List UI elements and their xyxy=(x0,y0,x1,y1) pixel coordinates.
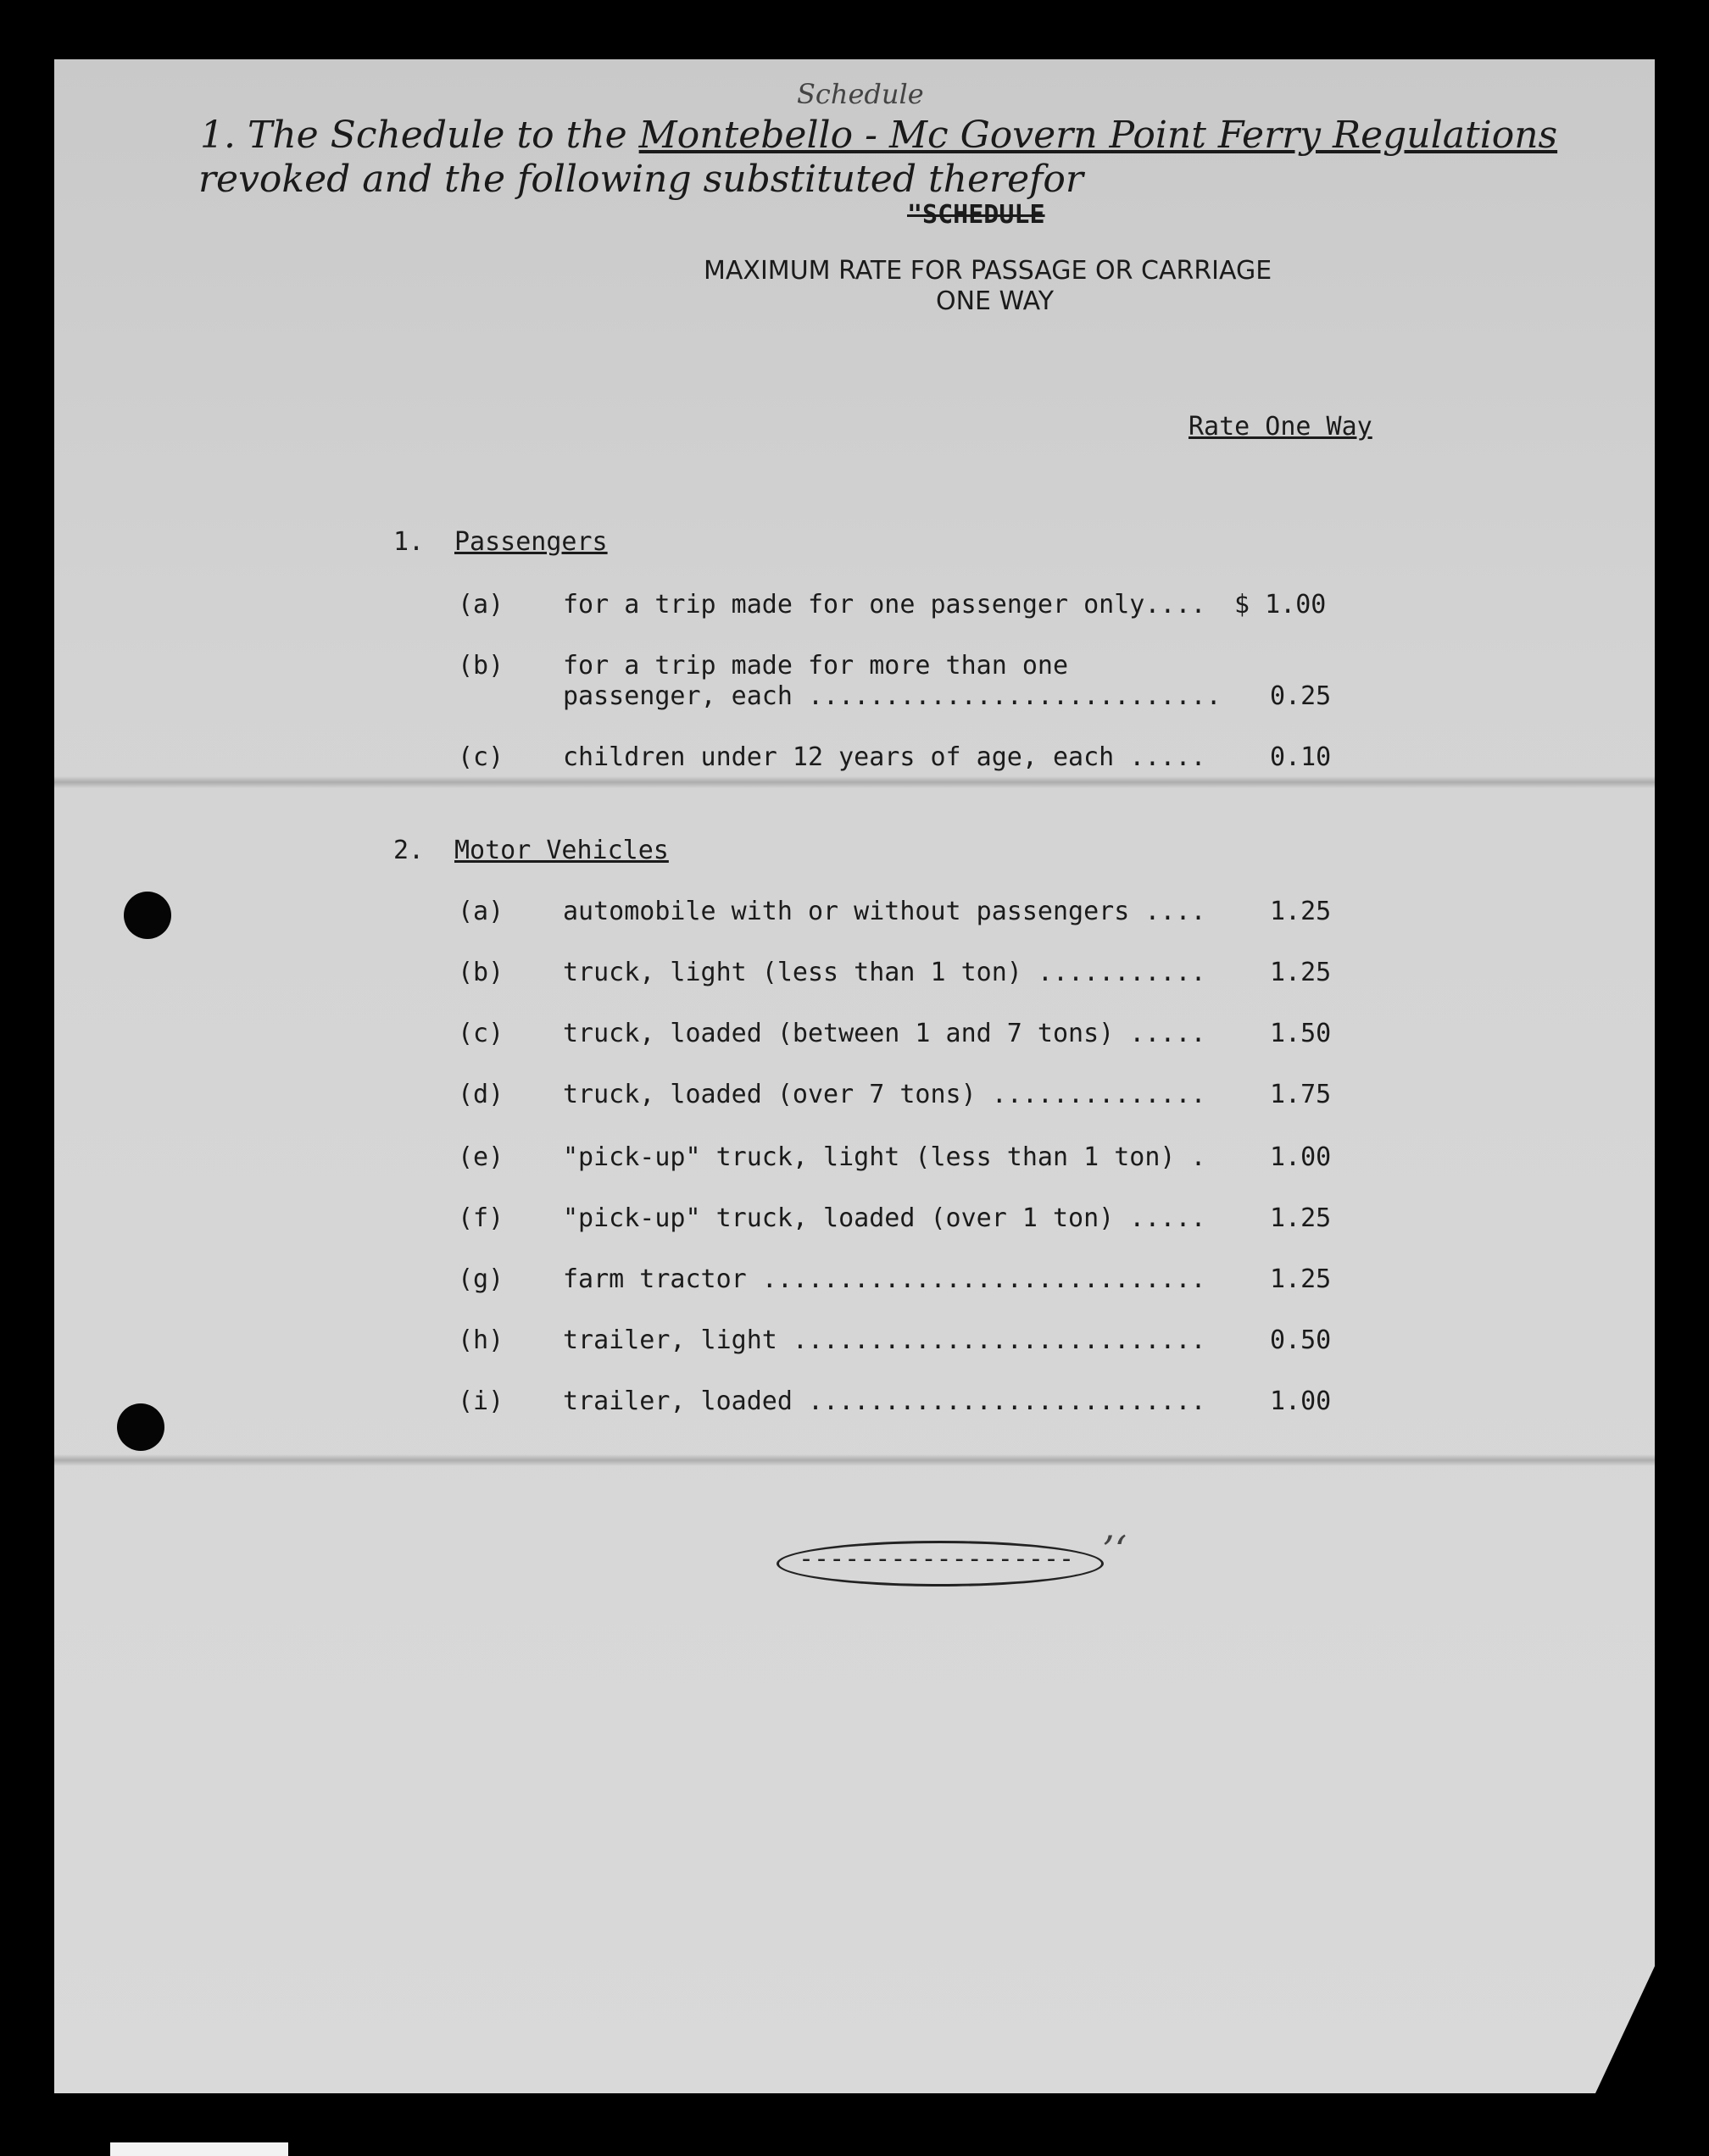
paper-fold xyxy=(54,776,1655,788)
item-label: (g) xyxy=(458,1264,504,1294)
item-description: "pick-up" truck, light (less than 1 ton) . xyxy=(563,1142,1206,1172)
item-rate: 0.50 xyxy=(1270,1325,1332,1355)
item-label: (b) xyxy=(458,958,504,987)
item-description: children under 12 years of age, each ..... xyxy=(563,742,1206,772)
item-description: automobile with or without passengers .... xyxy=(563,897,1206,926)
item-label: (b) xyxy=(458,651,504,681)
item-description: for a trip made for one passenger only.... xyxy=(563,590,1206,620)
item-description: "pick-up" truck, loaded (over 1 ton) ..... xyxy=(563,1203,1206,1233)
item-rate: 0.25 xyxy=(1270,681,1332,711)
item-description: truck, loaded (between 1 and 7 tons) ..... xyxy=(563,1019,1206,1048)
item-rate: 1.75 xyxy=(1270,1080,1332,1109)
item-label: (c) xyxy=(458,1019,504,1048)
section-number: 1. xyxy=(393,527,425,557)
section-number: 2. xyxy=(393,836,425,865)
handwritten-prefix: 1. The Schedule to the xyxy=(200,114,639,157)
item-label: (d) xyxy=(458,1080,504,1109)
handwritten-line-2: revoked and the following substituted therefor xyxy=(198,158,1083,201)
punch-hole xyxy=(124,892,171,939)
item-label: (a) xyxy=(458,897,504,926)
item-description-cont: passenger, each ........................... xyxy=(563,681,1222,711)
item-label: (c) xyxy=(458,742,504,772)
document-page xyxy=(54,59,1655,2093)
item-rate: 1.50 xyxy=(1270,1019,1332,1048)
item-rate: $ 1.00 xyxy=(1234,590,1327,620)
scan-label-tab xyxy=(110,2142,288,2156)
paper-fold xyxy=(54,1454,1655,1466)
item-rate: 1.25 xyxy=(1270,1264,1332,1294)
section-title-passengers: Passengers xyxy=(454,527,608,557)
handwritten-line-1 xyxy=(200,114,1557,157)
item-description: truck, light (less than 1 ton) ........... xyxy=(563,958,1206,987)
dashed-end-line: ------------------ xyxy=(799,1544,1075,1574)
item-description: trailer, loaded .......................... xyxy=(563,1386,1206,1416)
document-title: MAXIMUM RATE FOR PASSAGE OR CARRIAGE xyxy=(704,256,1272,286)
item-rate: 1.00 xyxy=(1270,1386,1332,1416)
rate-column-heading: Rate One Way xyxy=(1189,412,1372,442)
item-label: (h) xyxy=(458,1325,504,1355)
item-description: trailer, light ........................... xyxy=(563,1325,1206,1355)
item-description: for a trip made for more than one xyxy=(563,651,1069,681)
item-rate: 0.10 xyxy=(1270,742,1332,772)
item-description: truck, loaded (over 7 tons) .............. xyxy=(563,1080,1206,1109)
handwritten-insertion: Schedule xyxy=(797,78,924,110)
item-rate: 1.25 xyxy=(1270,897,1332,926)
item-label: (a) xyxy=(458,590,504,620)
struck-schedule-heading: "SCHEDULE xyxy=(907,200,1045,230)
item-description: farm tractor ............................. xyxy=(563,1264,1206,1294)
handwritten-regulation-name: Montebello - Mc Govern Point Ferry Regulations xyxy=(638,114,1558,157)
item-label: (f) xyxy=(458,1203,504,1233)
item-rate: 1.25 xyxy=(1270,958,1332,987)
item-label: (i) xyxy=(458,1386,504,1416)
item-rate: 1.00 xyxy=(1270,1142,1332,1172)
document-subtitle: ONE WAY xyxy=(936,286,1055,316)
punch-hole xyxy=(117,1403,164,1451)
item-label: (e) xyxy=(458,1142,504,1172)
item-rate: 1.25 xyxy=(1270,1203,1332,1233)
section-title-motor-vehicles: Motor Vehicles xyxy=(454,836,669,865)
torn-corner xyxy=(1595,1966,1655,2093)
handwritten-initial: ’‘ xyxy=(1102,1527,1127,1573)
